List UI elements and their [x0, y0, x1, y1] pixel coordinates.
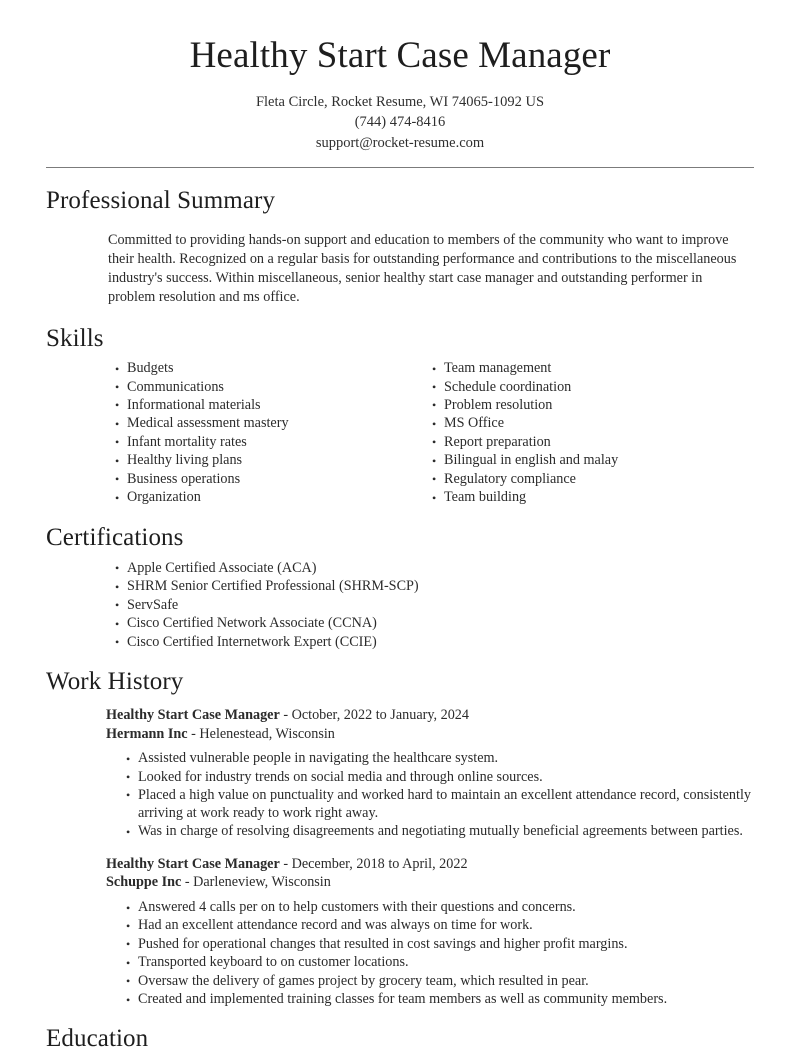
- list-item: • Was in charge of resolving disagreements and negotiating mutually beneficial agreements between parties.: [126, 823, 754, 841]
- list-item: • Looked for industry trends on social media and through online sources.: [126, 769, 754, 787]
- work-bullet-list: [126, 750, 754, 841]
- list-item: • Informational materials: [115, 397, 432, 415]
- list-item: • Schedule coordination: [432, 379, 749, 397]
- list-item: • Budgets: [115, 360, 432, 378]
- list-item: • Had an excellent attendance record and was always on time for work.: [126, 917, 754, 935]
- skills-columns: [46, 360, 754, 507]
- list-item: • SHRM Senior Certified Professional (SHRM-SCP): [115, 578, 754, 596]
- section-work-history: [46, 667, 754, 1008]
- skills-column-right: [432, 360, 749, 507]
- list-item: • Healthy living plans: [115, 452, 432, 470]
- summary-body: [46, 231, 754, 308]
- skills-list-left: [115, 360, 432, 507]
- list-item: • Business operations: [115, 471, 432, 489]
- list-item: • Communications: [115, 379, 432, 397]
- list-item: • Answered 4 calls per on to help customers with their questions and concerns.: [126, 899, 754, 917]
- work-entry-dates: - December, 2018 to April, 2022: [279, 855, 468, 872]
- work-entry-location: - Darleneview, Wisconsin: [181, 874, 331, 891]
- list-item: • Team management: [432, 360, 749, 378]
- list-item: • Regulatory compliance: [432, 471, 749, 489]
- work-entry-company: Hermann Inc: [106, 725, 188, 742]
- section-heading-summary: Professional Summary: [46, 187, 276, 215]
- resume-content: [0, 186, 800, 1054]
- contact-address: Fleta Circle, Rocket Resume, WI 74065-1092 US: [255, 93, 545, 110]
- work-entry-job-title: Healthy Start Case Manager: [106, 706, 280, 723]
- work-bullet-list: [126, 899, 754, 1009]
- resume-header: [0, 0, 800, 153]
- summary-text: Committed to providing hands-on support and education to members of the community who want to improve their health. Recognized on a regular basis for outstanding performance and contributions to the miscellaneous industry's success. Within miscellaneous, senior healthy start case manager and outstanding performer in problem resolution and ms office.: [108, 231, 737, 306]
- list-item: • Assisted vulnerable people in navigating the healthcare system.: [126, 750, 754, 768]
- list-item: • Apple Certified Associate (ACA): [115, 560, 754, 578]
- section-heading-certifications: Certifications: [46, 524, 184, 552]
- list-item: • Team building: [432, 489, 749, 507]
- list-item: • MS Office: [432, 415, 749, 433]
- work-entry-company-line: [106, 873, 754, 892]
- section-skills: [46, 324, 754, 508]
- contact-email: support@rocket-resume.com: [315, 134, 485, 151]
- section-education: [46, 1024, 754, 1054]
- work-entry-company: Schuppe Inc: [106, 874, 182, 891]
- skills-list-right: [432, 360, 749, 507]
- work-entry-dates: - October, 2022 to January, 2024: [279, 706, 469, 723]
- work-entry: [46, 855, 754, 1009]
- list-item: • Created and implemented training classes for team members as well as community members.: [126, 991, 754, 1009]
- list-item: • Bilingual in english and malay: [432, 452, 749, 470]
- list-item: • Transported keyboard to on customer locations.: [126, 954, 754, 972]
- skills-column-left: [115, 360, 432, 507]
- section-heading-education: Education: [46, 1024, 149, 1052]
- list-item: • Organization: [115, 489, 432, 507]
- list-item: • Cisco Certified Internetwork Expert (CCIE): [115, 634, 754, 652]
- work-entry-title-line: [106, 855, 754, 874]
- list-item: • Medical assessment mastery: [115, 415, 432, 433]
- work-entry-bullets: [106, 750, 754, 841]
- list-item: • Report preparation: [432, 434, 749, 452]
- work-entry-location: - Helenestead, Wisconsin: [187, 725, 335, 742]
- list-item: • Infant mortality rates: [115, 434, 432, 452]
- section-certifications: [46, 523, 754, 651]
- list-item: • Placed a high value on punctuality and worked hard to maintain an excellent attendance record, consistently arriving at work ready to work right away.: [126, 787, 754, 823]
- contact-phone: (744) 474-8416: [354, 114, 446, 131]
- list-item: • Pushed for operational changes that resulted in cost savings and higher profit margins.: [126, 936, 754, 954]
- section-professional-summary: [46, 186, 754, 308]
- work-entry-job-title: Healthy Start Case Manager: [106, 855, 280, 872]
- section-heading-work-history: Work History: [46, 668, 184, 696]
- certifications-body: [46, 560, 754, 652]
- section-heading-skills: Skills: [46, 324, 104, 352]
- list-item: • Oversaw the delivery of games project by grocery team, which resulted in pear.: [126, 973, 754, 991]
- header-divider: [46, 167, 754, 168]
- work-entry-title-line: [106, 706, 754, 725]
- list-item: • Cisco Certified Network Associate (CCNA): [115, 615, 754, 633]
- list-item: • Problem resolution: [432, 397, 749, 415]
- work-entry-bullets: [106, 899, 754, 1009]
- list-item: • ServSafe: [115, 597, 754, 615]
- work-entry: [46, 706, 754, 841]
- page-title: Healthy Start Case Manager: [189, 35, 611, 76]
- work-entry-company-line: [106, 725, 754, 744]
- certifications-list: [115, 560, 754, 652]
